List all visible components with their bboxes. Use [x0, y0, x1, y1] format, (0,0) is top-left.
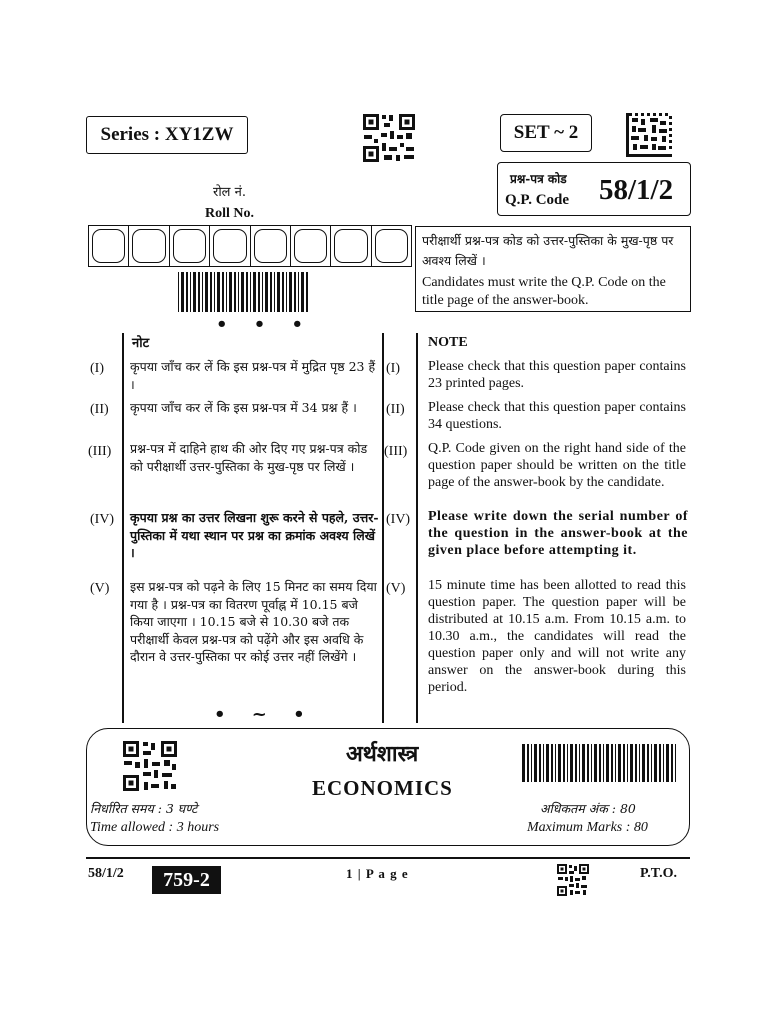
time-allowed: Time allowed : 3 hours — [90, 820, 220, 835]
roll-box[interactable] — [291, 226, 331, 266]
note-title: NOTE — [428, 335, 468, 350]
note-number: (V) — [90, 581, 110, 596]
roll-box[interactable] — [331, 226, 371, 266]
note-text: 15 minute time has been allotted to read this question paper. The question paper will be distributed at 10.15 a.m. From 10.15 a.m. to 10.30 a.m., the candidates will read the question paper only and will not write any answer on the answer-book during this period. — [428, 578, 686, 695]
note-text: Please check that this question paper contains 34 questions. — [428, 400, 686, 432]
barcode-subject-icon — [522, 744, 678, 782]
roll-box[interactable] — [251, 226, 291, 266]
note-text: Please check that this question paper contains 23 printed pages. — [428, 359, 686, 391]
column-rule-center — [382, 333, 384, 723]
roll-box[interactable] — [129, 226, 169, 266]
note-number: (I) — [90, 361, 104, 376]
qr-code-footer-icon — [557, 864, 589, 896]
note-number: (IV) — [386, 512, 411, 527]
divider-dots-bottom: • ~ • — [214, 704, 315, 725]
note-number: (I) — [386, 361, 400, 376]
instruction-text-hindi: परीक्षार्थी प्रश्न-पत्र कोड को उत्तर-पुस्तिका के मुख-पृष्ठ पर अवश्य लिखें । — [422, 233, 674, 268]
divider-dots-top: • • • — [216, 314, 314, 335]
please-turn-over: P.T.O. — [640, 866, 677, 881]
note-text: Please write down the serial number of the question in the answer-book at the given place before attempting it. — [428, 509, 688, 558]
footer-qp-code: 58/1/2 — [88, 866, 124, 881]
note-number: (V) — [386, 581, 406, 596]
qp-code-label: Q.P. Code — [505, 192, 570, 208]
note-text-hindi: इस प्रश्न-पत्र को पढ़ने के लिए 15 मिनट का समय दिया गया है । प्रश्न-पत्र का वितरण पूर्वाह्न में 10.15 बजे किया जाएगा । 10.15 बजे से 10.30 बजे तक परीक्षार्थी केवल प्रश्न-पत्र को पढ़ेंगे और इस अवधि के दौरान वे उत्तर-पुस्तिका पर कोई उत्तर नहीं लिखेंगे । — [130, 579, 377, 664]
note-text-hindi: कृपया जाँच कर लें कि इस प्रश्न-पत्र में मुद्रित पृष्ठ 23 हैं । — [130, 359, 376, 392]
roll-number-label-hindi: रोल नं. — [213, 185, 246, 200]
set-label: SET ~ 2 — [500, 114, 592, 152]
qp-code-label-hindi: प्रश्न-पत्र कोड — [510, 172, 567, 186]
qp-code-value: 58/1/2 — [599, 174, 674, 206]
note-title-hindi: नोट — [132, 336, 150, 351]
roll-box[interactable] — [89, 226, 129, 266]
note-text-hindi: कृपया प्रश्न का उत्तर लिखना शुरू करने से पहले, उत्तर-पुस्तिका में यथा स्थान पर प्रश्न का क्रमांक अवश्य लिखें । — [130, 510, 379, 560]
series-label: Series : XY1ZW — [86, 116, 248, 154]
note-text-hindi: प्रश्न-पत्र में दाहिने हाथ की ओर दिए गए प्रश्न-पत्र कोड को परीक्षार्थी उत्तर-पुस्तिका के मुख-पृष्ठ पर लिखें । — [130, 441, 368, 474]
footer-rule — [86, 857, 690, 859]
footer-paper-badge: 759-2 — [152, 866, 221, 894]
column-rule-left — [122, 333, 124, 723]
maximum-marks-hindi: अधिकतम अंक : 80 — [540, 801, 636, 816]
note-number: (II) — [90, 402, 109, 417]
subject-title: ECONOMICS — [312, 776, 453, 800]
note-number: (II) — [386, 402, 405, 417]
note-text: Q.P. Code given on the right hand side of the question paper should be written on the title page of the answer-book by the candidate. — [428, 441, 686, 490]
note-number: (IV) — [90, 512, 115, 527]
roll-box[interactable] — [210, 226, 250, 266]
roll-box[interactable] — [170, 226, 210, 266]
instruction-text: Candidates must write the Q.P. Code on the title page of the answer-book. — [422, 275, 666, 308]
column-rule-right — [416, 333, 418, 723]
roll-number-label: Roll No. — [205, 206, 254, 221]
roll-number-boxes[interactable] — [88, 225, 412, 267]
maximum-marks: Maximum Marks : 80 — [527, 820, 648, 835]
qr-code-subject-icon — [122, 740, 178, 792]
note-number: (III) — [88, 444, 112, 459]
barcode-icon — [178, 272, 310, 312]
qr-code-top-icon — [362, 113, 416, 163]
candidate-instruction-box — [415, 226, 691, 312]
roll-box[interactable] — [372, 226, 411, 266]
time-allowed-hindi: निर्धारित समय : 3 घण्टे — [90, 801, 198, 816]
subject-title-hindi: अर्थशास्त्र — [346, 741, 419, 767]
page-number: 1 | P a g e — [346, 866, 409, 881]
note-number: (III) — [384, 444, 408, 459]
note-text-hindi: कृपया जाँच कर लें कि इस प्रश्न-पत्र में 34 प्रश्न हैं । — [130, 400, 357, 415]
datamatrix-code-icon — [626, 113, 672, 157]
